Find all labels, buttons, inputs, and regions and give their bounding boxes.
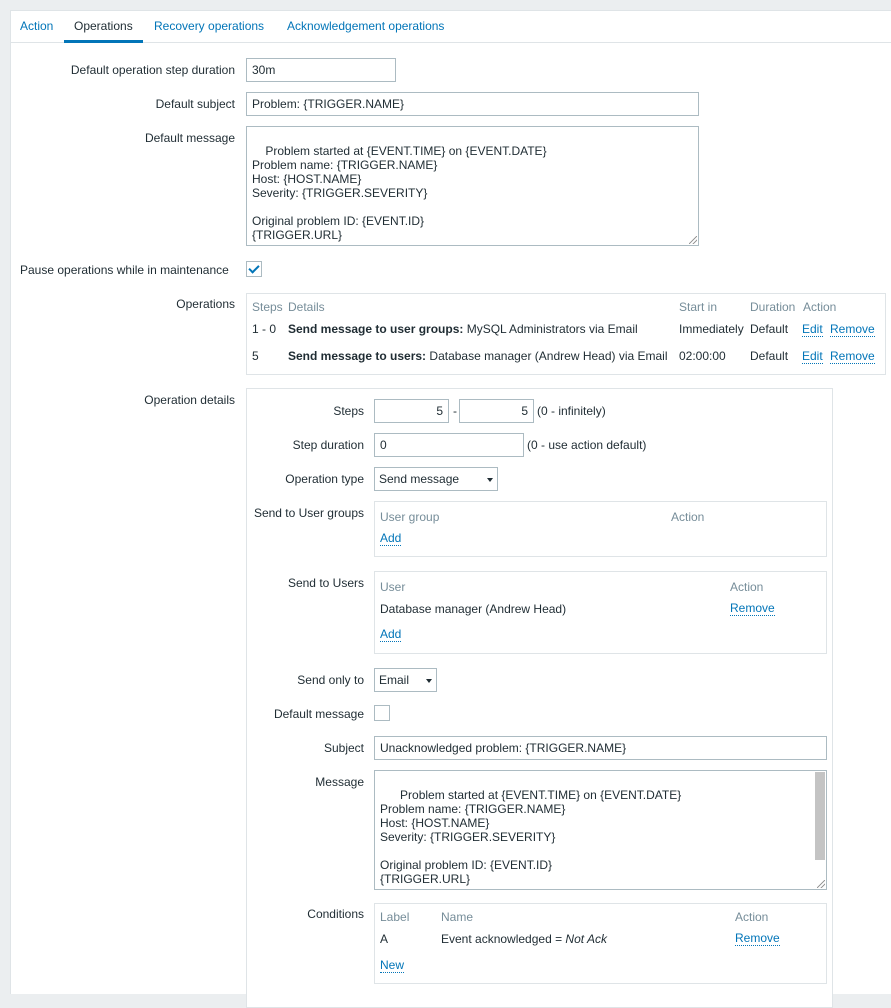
col-action: Action (735, 910, 769, 924)
tab-action[interactable]: Action (20, 19, 54, 33)
col-action: Action (671, 510, 705, 524)
step-duration-hint: (0 - use action default) (527, 438, 647, 452)
operation-type-select[interactable] (374, 467, 498, 491)
default-message-label: Default message (273, 707, 364, 721)
col-duration: Duration (750, 300, 796, 314)
message-label: Message (315, 775, 364, 789)
operations-table (246, 293, 886, 375)
row-duration: Default (750, 322, 789, 336)
message-text: Problem started at {EVENT.TIME} on {EVENT.DATE} Problem name: {TRIGGER.NAME} Host: {HOST.NAME} Severity: {TRIGGER.SEVERITY} Original problem ID: {EVENT.ID} {TRIGGER.URL} (380, 788, 682, 886)
row-start-in: 02:00:00 (679, 349, 726, 363)
steps-label: Steps (333, 404, 364, 418)
row-steps: 5 (252, 349, 259, 363)
conditions-table (374, 903, 827, 984)
users-table (374, 571, 827, 654)
step-duration-input[interactable]: 0 (374, 433, 524, 457)
row-details: Send message to users: Database manager (Andrew Head) via Email (288, 349, 668, 363)
steps-from-input[interactable]: 5 (374, 399, 449, 423)
condition-label: A (380, 932, 389, 946)
col-start-in: Start in (679, 300, 718, 314)
operation-details-panel (246, 388, 833, 1008)
user-name: Database manager (Andrew Head) (380, 602, 567, 616)
default-message-textarea[interactable] (246, 126, 699, 246)
subject-label: Subject (323, 741, 364, 755)
remove-condition-link[interactable]: Remove (735, 931, 780, 945)
user-groups-table (374, 501, 827, 557)
row-duration: Default (750, 349, 789, 363)
condition-name: Event acknowledged = Not Ack (441, 932, 607, 946)
tab-operations[interactable]: Operations (64, 11, 143, 43)
add-user-group-link[interactable]: Add (380, 531, 402, 545)
chevron-down-icon (426, 679, 432, 683)
steps-separator: - (453, 404, 457, 418)
operation-type-value: Send message (379, 472, 460, 486)
steps-hint: (0 - infinitely) (537, 404, 606, 418)
resize-grip-icon[interactable] (817, 880, 825, 888)
edit-link[interactable]: Edit (802, 349, 823, 363)
remove-link[interactable]: Remove (830, 349, 875, 363)
default-subject-label: Default subject (155, 97, 235, 111)
operation-type-label: Operation type (285, 472, 364, 486)
send-only-to-value: Email (379, 673, 410, 687)
remove-link[interactable]: Remove (830, 322, 875, 336)
step-duration-input[interactable]: 30m (246, 58, 396, 82)
col-user: User (380, 580, 406, 594)
send-only-to-label: Send only to (297, 673, 364, 687)
pause-operations-checkbox[interactable] (246, 261, 262, 277)
new-condition-link[interactable]: New (380, 958, 405, 972)
scrollbar[interactable] (815, 772, 825, 860)
action-form (10, 10, 891, 994)
row-steps: 1 - 0 (252, 322, 277, 336)
steps-to-input[interactable]: 5 (459, 399, 534, 423)
remove-user-link[interactable]: Remove (730, 601, 775, 615)
step-duration-label: Default operation step duration (70, 63, 235, 77)
operations-label: Operations (176, 297, 235, 311)
send-only-to-select[interactable] (374, 668, 437, 692)
default-message-label: Default message (144, 131, 235, 145)
checkmark-icon (248, 262, 259, 273)
chevron-down-icon (487, 478, 493, 482)
resize-grip-icon[interactable] (689, 236, 697, 244)
row-details: Send message to user groups: MySQL Administrators via Email (288, 322, 638, 336)
col-steps: Steps (252, 300, 283, 314)
message-textarea[interactable] (374, 770, 827, 890)
col-action: Action (730, 580, 764, 594)
row-start-in: Immediately (679, 322, 744, 336)
col-details: Details (288, 300, 325, 314)
step-duration-label: Step duration (292, 438, 364, 452)
default-subject-input[interactable]: Problem: {TRIGGER.NAME} (246, 92, 699, 116)
pause-operations-label: Pause operations while in maintenance (20, 263, 229, 277)
tab-bar (11, 11, 891, 43)
subject-input[interactable]: Unacknowledged problem: {TRIGGER.NAME} (374, 736, 827, 760)
conditions-label: Conditions (307, 907, 364, 921)
tab-acknowledgement-operations[interactable]: Acknowledgement operations (287, 19, 445, 33)
default-message-checkbox[interactable] (374, 705, 390, 721)
tab-recovery-operations[interactable]: Recovery operations (154, 19, 265, 33)
add-user-link[interactable]: Add (380, 627, 402, 641)
send-to-users-label: Send to Users (287, 576, 364, 590)
operation-details-label: Operation details (144, 393, 235, 407)
default-message-text: Problem started at {EVENT.TIME} on {EVENT.DATE} Problem name: {TRIGGER.NAME} Host: {HOST.NAME} Severity: {TRIGGER.SEVERITY} Original problem ID: {EVENT.ID} {TRIGGER.URL} (252, 144, 547, 242)
col-user-group: User group (380, 510, 440, 524)
edit-link[interactable]: Edit (802, 322, 823, 336)
col-action: Action (803, 300, 837, 314)
send-to-user-groups-label: Send to User groups (253, 506, 364, 520)
col-name: Name (441, 910, 474, 924)
col-label: Label (380, 910, 410, 924)
